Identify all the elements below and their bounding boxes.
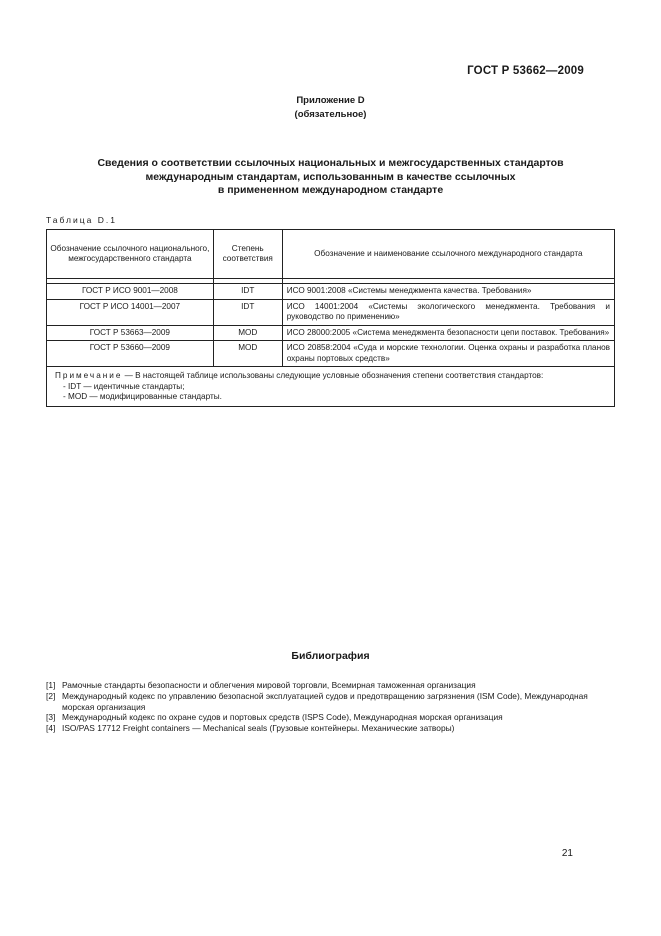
table-note-row	[47, 367, 615, 407]
bibliography-item	[46, 712, 616, 723]
bibliography-text: Международный кодекс по охране судов и портовых средств (ISPS Code), Международная морская организация	[62, 712, 503, 723]
bibliography-item	[46, 691, 616, 713]
table-row	[47, 299, 615, 325]
cell-national: ГОСТ Р 53663—2009	[47, 325, 214, 341]
bibliography-title: Библиография	[291, 650, 370, 662]
bibliography-text: Международный кодекс по управлению безопасной эксплуатацией судов и предотвращению загрязнения (ISM Code), Международная морская организация	[62, 690, 588, 712]
bibliography-item	[46, 680, 616, 691]
cell-national: ГОСТ Р 53660—2009	[47, 341, 214, 367]
header-international-standard: Обозначение и наименование ссылочного международного стандарта	[282, 230, 614, 279]
annex-status: (обязательное)	[294, 109, 367, 120]
bibliography-number: [2]	[46, 690, 56, 701]
table-label: Таблица D.1	[46, 215, 117, 225]
bibliography-text: Рамочные стандарты безопасности и облегчения мировой торговли, Всемирная таможенная организация	[62, 680, 476, 690]
bibliography-number: [1]	[46, 680, 56, 690]
correspondence-table	[46, 229, 615, 407]
cell-national: ГОСТ Р ИСО 14001—2007	[47, 299, 214, 325]
table-row	[47, 341, 615, 367]
note-label: Примечание	[55, 371, 123, 380]
section-title-line: Сведения о соответствии ссылочных национальных и межгосударственных стандартов	[97, 157, 564, 169]
header-national-standard: Обозначение ссылочного национального, межгосударственного стандарта	[47, 230, 214, 279]
note-item: - MOD — модифицированные стандарты.	[63, 392, 222, 401]
bibliography-number: [4]	[46, 723, 56, 734]
cell-degree: MOD	[213, 341, 282, 367]
note-item: - IDT — идентичные стандарты;	[63, 381, 185, 391]
bibliography-item	[46, 723, 616, 734]
table-row	[47, 284, 615, 300]
table-row	[47, 325, 615, 341]
note-text: — В настоящей таблице использованы следующие условные обозначения степени соответствия стандартов:	[122, 371, 544, 380]
bibliography-list	[46, 680, 616, 734]
page-number: 21	[561, 848, 573, 859]
section-title-line: в примененном международном стандарте	[217, 184, 444, 196]
section-title-line: международным стандартам, использованным в качестве ссылочных	[145, 170, 516, 183]
bibliography-number: [3]	[46, 712, 56, 723]
cell-national: ГОСТ Р ИСО 9001—2008	[47, 284, 214, 300]
annex-title: Приложение D	[296, 95, 365, 106]
document-header-code: ГОСТ Р 53662—2009	[467, 65, 584, 77]
table-header-row	[47, 230, 615, 279]
table-note	[47, 367, 615, 407]
cell-international: ИСО 9001:2008 «Системы менеджмента качества. Требования»	[282, 284, 614, 300]
annex-heading	[0, 94, 661, 122]
cell-degree: IDT	[213, 284, 282, 300]
header-degree: Степень соответствия	[213, 230, 282, 279]
cell-international: ИСО 20858:2004 «Суда и морские технологии. Оценка охраны и разработка планов охраны портовых средств»	[282, 341, 614, 367]
cell-degree: MOD	[213, 325, 282, 341]
section-title	[40, 157, 621, 198]
cell-degree: IDT	[213, 299, 282, 325]
cell-international: ИСО 14001:2004 «Системы экологического менеджмента. Требования и руководство по применению»	[282, 299, 614, 325]
cell-international: ИСО 28000:2005 «Система менеджмента безопасности цепи поставок. Требования»	[282, 325, 614, 341]
bibliography-text: ISO/PAS 17712 Freight containers — Mechanical seals (Грузовые контейнеры. Механические затворы)	[62, 723, 455, 734]
